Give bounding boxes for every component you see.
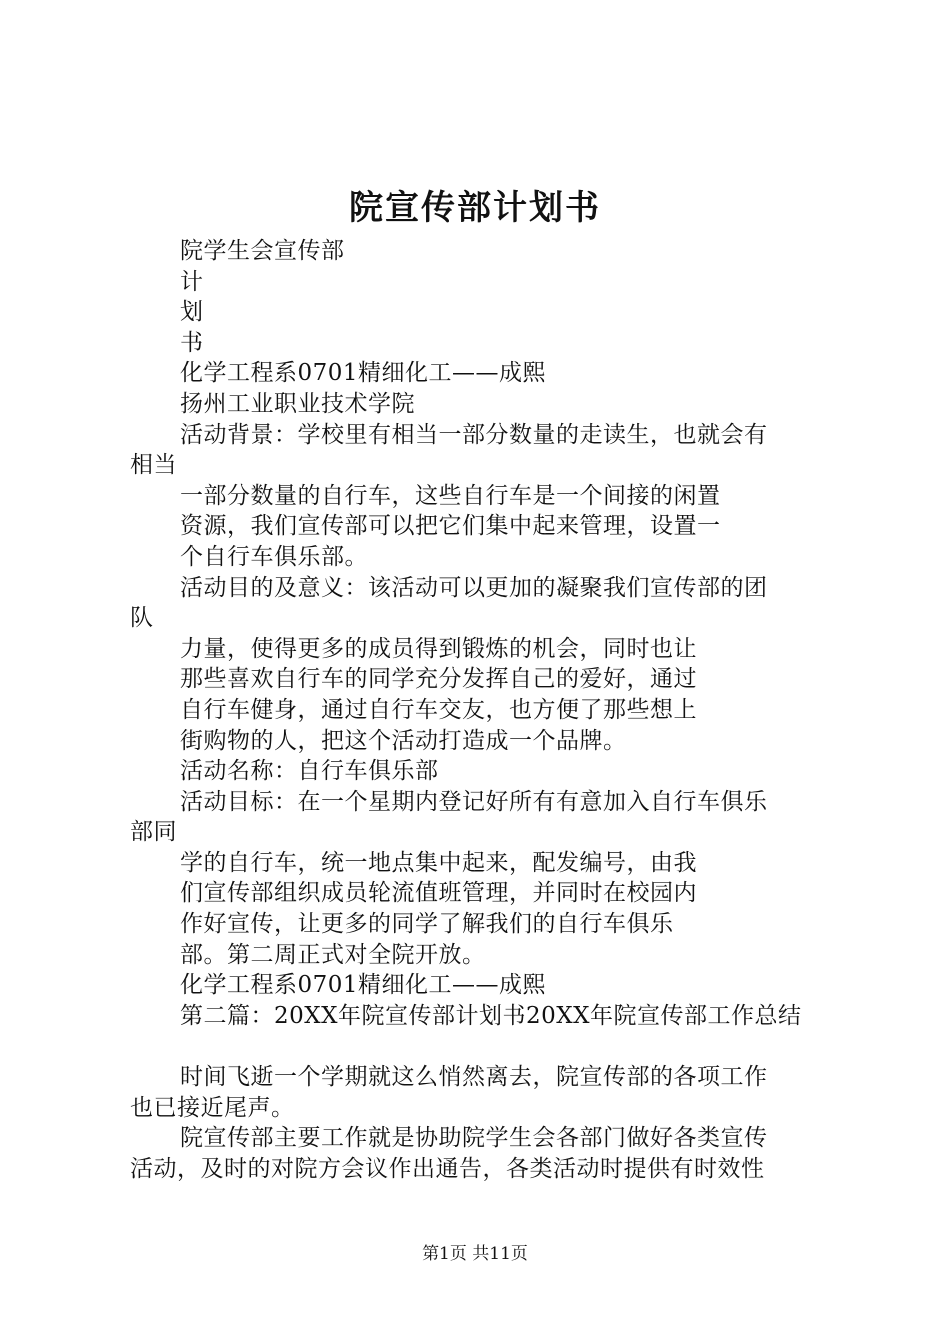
- text-line: 队: [130, 605, 154, 632]
- text-line: 书: [180, 329, 204, 356]
- text-line: 计: [180, 268, 204, 295]
- text-line: 部同: [130, 819, 177, 846]
- text-line: 扬州工业职业技术学院: [180, 390, 415, 417]
- text-line: 个自行车俱乐部。: [180, 543, 368, 570]
- text-line: 学的自行车，统一地点集中起来，配发编号，由我: [180, 849, 697, 876]
- blank-line: [130, 1031, 835, 1062]
- text-line: 化学工程系0701精细化工——成熙: [180, 360, 547, 387]
- text-line: 活动，及时的对院方会议作出通告，各类活动时提供有时效性: [130, 1155, 765, 1182]
- text-line: 一部分数量的自行车，这些自行车是一个间接的闲置: [180, 482, 721, 509]
- text-line: 化学工程系0701精细化工——成熙: [180, 972, 547, 999]
- text-line: 也已接近尾声。: [130, 1094, 295, 1121]
- text-line: 第二篇：20XX年院宣传部计划书20XX年院宣传部工作总结: [180, 1002, 802, 1029]
- document-title: 院宣传部计划书: [349, 188, 601, 228]
- text-line: 力量，使得更多的成员得到锻炼的机会，同时也让: [180, 635, 697, 662]
- text-line: 活动背景：学校里有相当一部分数量的走读生，也就会有: [180, 421, 768, 448]
- text-line: 自行车健身，通过自行车交友，也方便了那些想上: [180, 696, 697, 723]
- text-line: 时间飞逝一个学期就这么悄然离去，院宣传部的各项工作: [180, 1064, 768, 1091]
- text-line: 作好宣传，让更多的同学了解我们的自行车俱乐: [180, 911, 674, 938]
- page-footer: 第1页 共11页: [422, 1244, 528, 1264]
- text-line: 院学生会宣传部: [180, 238, 345, 264]
- text-line: 部。第二周正式对全院开放。: [180, 941, 486, 968]
- text-line: 院宣传部主要工作就是协助院学生会各部门做好各类宣传: [180, 1125, 768, 1152]
- text-line: 活动名称：自行车俱乐部: [180, 758, 439, 785]
- text-line: 相当: [130, 452, 177, 479]
- text-line: 活动目标：在一个星期内登记好所有有意加入自行车俱乐: [180, 788, 768, 815]
- text-line: 们宣传部组织成员轮流值班管理，并同时在校园内: [180, 880, 697, 907]
- document-body: [130, 236, 835, 1184]
- text-line: 资源，我们宣传部可以把它们集中起来管理，设置一: [180, 513, 721, 540]
- text-line: 那些喜欢自行车的同学充分发挥自己的爱好，通过: [180, 666, 697, 693]
- text-line: 划: [180, 299, 204, 326]
- text-line: 街购物的人，把这个活动打造成一个品牌。: [180, 727, 627, 754]
- text-line: 活动目的及意义：该活动可以更加的凝聚我们宣传部的团: [180, 574, 768, 601]
